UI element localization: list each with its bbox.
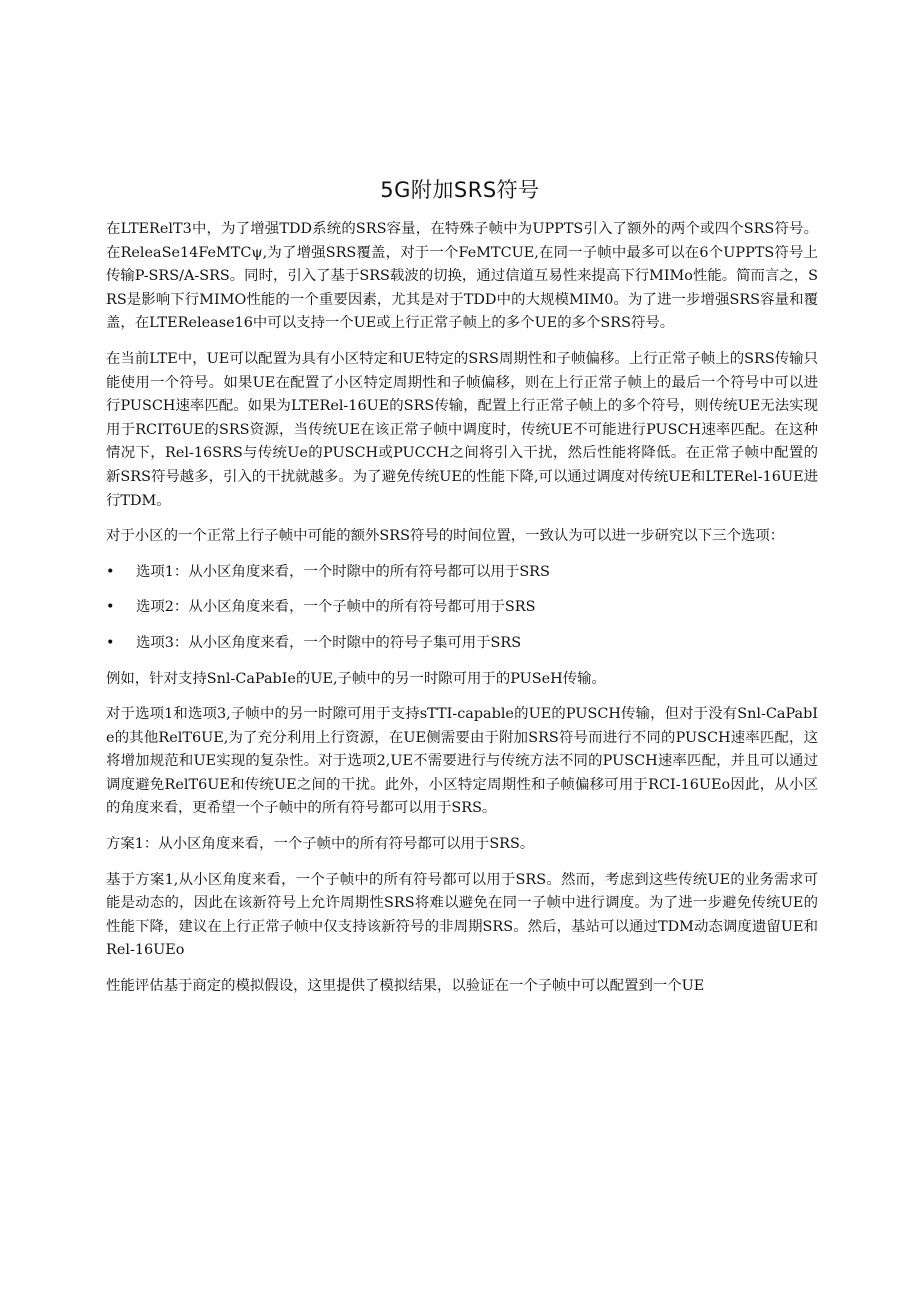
paragraph-example: 例如，针对支持Snl-CaPabIe的UE,子帧中的另一时隙可用于的PUSeH传输。 <box>106 670 606 687</box>
list-item-text: 选项3：从小区角度来看，一个时隙中的符号子集可用于SRS <box>136 634 522 651</box>
paragraph-intro: 在LTERelT3中，为了增强TDD系统的SRS容量，在特殊子帧中为UPPTS引入了额外的两个或四个SRS符号。在ReleaSe14FeMTCψ,为了增强SRS覆盖，对于一个FeMTCUE,在同一子帧中最多可以在6个UPPTS符号上传输P-SRS/A-SRS。同时，引入了基于SRS载波的切换，通过信道互易性来提高下行MIMo性能。简而言之，SRS是影响下行MIMO性能的一个重要因素，尤其是对于TDD中的大规模MIM0。为了进一步增强SRS容量和覆盖，在LTERelease16中可以支持一个UE或上行正常子帧上的多个UE的多个SRS符号。 <box>106 221 818 332</box>
document-body <box>106 218 818 1011</box>
list-item <box>106 596 818 620</box>
list-item-text: 选项1：从小区角度来看，一个时隙中的所有符号都可以用于SRS <box>136 563 550 580</box>
paragraph-performance: 性能评估基于商定的模拟假设，这里提供了模拟结果，以验证在一个子帧中可以配置到一个UE <box>106 978 705 995</box>
list-item <box>106 561 818 585</box>
document-title: 5G附加SRS符号 <box>380 178 540 202</box>
bullet-icon: • <box>106 599 115 616</box>
paragraph-option-analysis: 对于选项1和选项3,子帧中的另一时隙可用于支持sTTI-capable的UE的PUSCH传输，但对于没有Snl-CaPabIe的其他RelT6UE,为了充分利用上行资源，在UE侧需要由于附加SRS符号而进行不同的PUSCH速率匹配，这将增加规范和UE实现的复杂性。对于选项2,UE不需要进行与传统方法不同的PUSCH速率匹配，并且可以通过调度避免RelT6UE和传统UE之间的干扰。此外，小区特定周期性和子帧偏移可用于RCI-16UEo因此，从小区的角度来看，更希望一个子帧中的所有符号都可以用于SRS。 <box>106 706 818 817</box>
paragraph-options-intro: 对于小区的一个正常上行子帧中可能的额外SRS符号的时间位置，一致认为可以进一步研究以下三个选项： <box>106 528 785 545</box>
paragraph-scheme-1: 方案1：从小区角度来看，一个子帧中的所有符号都可以用于SRS。 <box>106 836 535 853</box>
bullet-icon: • <box>106 563 115 580</box>
bullet-icon: • <box>106 634 115 651</box>
paragraph-current-lte: 在当前LTE中，UE可以配置为具有小区特定和UE特定的SRS周期性和子帧偏移。上行正常子帧上的SRS传输只能使用一个符号。如果UE在配置了小区特定周期性和子帧偏移，则在上行正常子帧上的最后一个符号中可以进行PUSCH速率匹配。如果为LTERel-16UE的SRS传输，配置上行正常子帧上的多个符号，则传统UE无法实现用于RCIT6UE的SRS资源，当传统UE在该正常子帧中调度时，传统UE不可能进行PUSCH速率匹配。在这种情况下，Rel-16SRS与传统Ue的PUSCH或PUCCH之间将引入干扰，然后性能将降低。在正常子帧中配置的新SRS符号越多，引入的干扰就越多。为了避免传统UE的性能下降,可以通过调度对传统UE和LTERel-16UE进行TDM。 <box>106 350 818 509</box>
paragraph-scheme-1-detail: 基于方案1,从小区角度来看，一个子帧中的所有符号都可以用于SRS。然而，考虑到这些传统UE的业务需求可能是动态的，因此在该新符号上允许周期性SRS将难以避免在同一子帧中进行调度。为了进一步避免传统UE的性能下降，建议在上行正常子帧中仅支持该新符号的非周期SRS。然后，基站可以通过TDM动态调度遗留UE和Rel-16UEo <box>106 871 818 959</box>
options-list <box>106 561 818 656</box>
list-item-text: 选项2：从小区角度来看，一个子帧中的所有符号都可用于SRS <box>136 599 536 616</box>
list-item <box>106 632 818 656</box>
